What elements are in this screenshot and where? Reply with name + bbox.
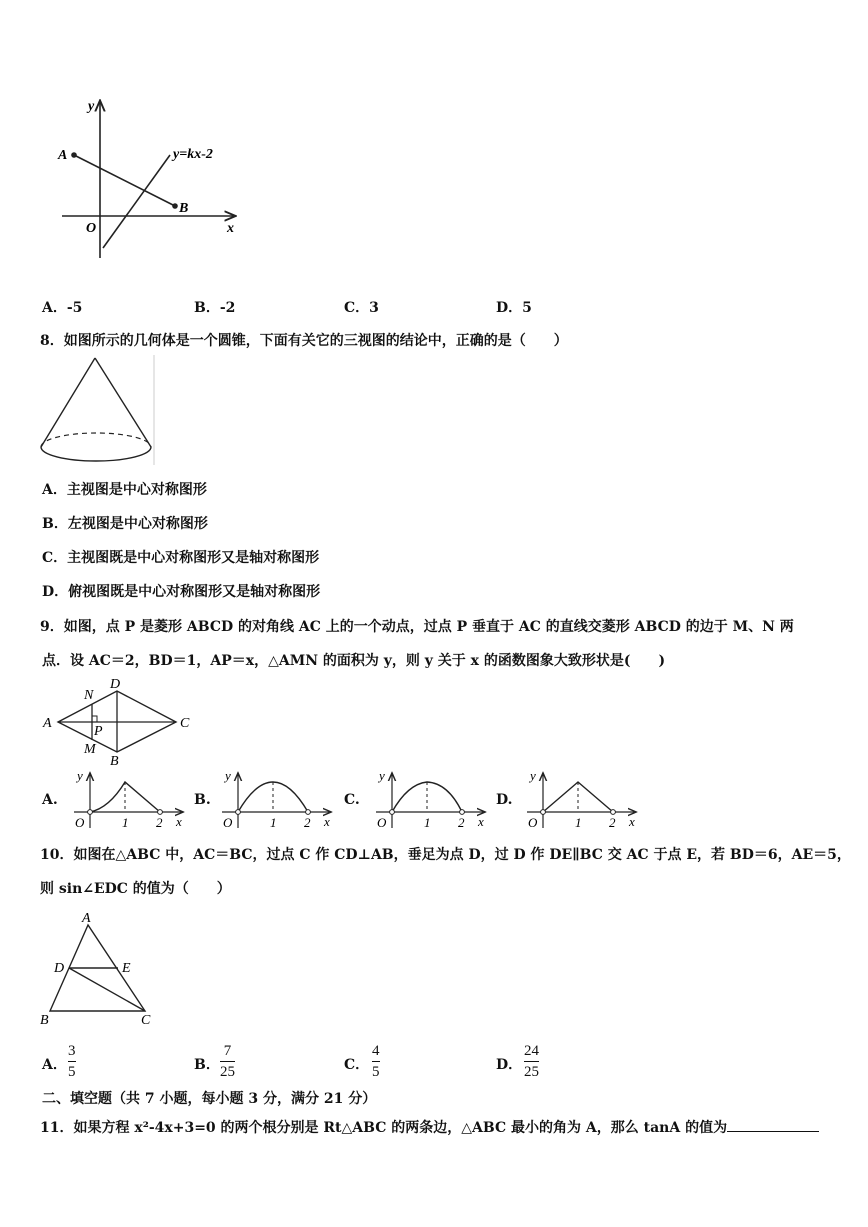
q9-graph-label-1: 1 [575,815,582,830]
q10-stem-line2: 则 sin∠EDC 的值为（ ） [40,881,231,897]
q7-label-x: x [227,221,234,236]
q9-graph-label-y: y [530,768,536,783]
svg-text:M: M [84,742,96,757]
q10-option-c-fraction: 4 5 [372,1043,380,1080]
svg-text:C: C [180,716,190,731]
q7-option-d-text: 5 [522,300,532,316]
q10-option-b-letter: B． [194,1057,220,1073]
q8-option-d: D．俯视图既是中心对称图形又是轴对称图形 [42,584,321,600]
q9-graph-label-2: 2 [609,815,616,830]
q9-graph-label-o: O [377,815,387,830]
q7-option-b-text: -2 [219,300,236,316]
q9-graph-label-1: 1 [270,815,277,830]
svg-text:B: B [40,1013,49,1028]
section2-title: 二、填空题（共 7 小题，每小题 3 分，满分 21 分） [42,1091,377,1107]
q9-graph-label-x: x [478,814,484,829]
q8-stem: 8．如图所示的几何体是一个圆锥，下面有关它的三视图的结论中，正确的是（ ） [40,333,568,349]
q7-label-y: y [88,99,95,114]
q10-option-d-fraction: 24 25 [524,1043,539,1080]
svg-text:B: B [110,754,119,769]
q9-graph-label-x: x [176,814,182,829]
q9-stem-line1: 9．如图，点 P 是菱形 ABCD 的对角线 AC 上的一个动点，过点 P 垂直于 AC 的直线交菱形 ABCD 的边于 M、N 两 [40,619,794,635]
q10-stem-line1: 10．如图在△ABC 中，AC＝BC，过点 C 作 CD⊥AB，垂足为点 D，过 D 作 DE∥BC 交 AC 于点 E，若 BD＝6，AE＝5， [40,847,851,863]
q7-label-o: O [86,221,97,236]
q7-option-a-letter: A． [42,300,67,316]
q9-graph-label-o: O [528,815,538,830]
q9-stem-line2: 点．设 AC＝2，BD＝1，AP＝x，△AMN 的面积为 y，则 y 关于 x 的函数图象大致形状是( ) [42,653,666,669]
q11-answer-blank[interactable] [727,1119,819,1132]
svg-text:A: A [43,716,52,731]
q10-option-a-fraction: 3 5 [68,1043,76,1080]
q9-graph-label-1: 1 [122,815,129,830]
q7-label-line: y=kx-2 [173,147,213,162]
q10-option-b-fraction: 7 25 [220,1043,235,1080]
q9-graph-label-o: O [223,815,233,830]
q8-option-c: C．主视图既是中心对称图形又是轴对称图形 [42,550,320,566]
q9-graph-label-y: y [379,768,385,783]
q9-graph-label-x: x [629,814,635,829]
q11-stem: 11．如果方程 x²-4x+3=0 的两个根分别是 Rt△ABC 的两条边，△ABC 最小的角为 A，那么 tanA 的值为 [40,1120,728,1136]
q10-option-d-letter: D． [496,1057,523,1073]
q10-option-c-letter: C． [344,1057,370,1073]
svg-text:D: D [110,677,121,692]
q11-line [40,1117,819,1137]
svg-text:C: C [141,1013,151,1028]
q10-option-a-letter: A． [42,1057,67,1073]
q8-option-a: A．主视图是中心对称图形 [42,482,207,498]
q9-option-d-label: D. [496,792,513,808]
svg-text:P: P [94,724,103,739]
q7-label-a: A [58,148,68,163]
q7-label-b: B [179,201,189,216]
q9-graph-label-x: x [324,814,330,829]
q7-option-a-text: -5 [66,300,83,316]
q9-graph-label-2: 2 [304,815,311,830]
q7-option-c-letter: C． [344,300,370,316]
q7-option-d-letter: D． [496,300,523,316]
q9-option-b-label: B. [194,792,211,808]
svg-text:D: D [54,961,65,976]
svg-text:A: A [82,911,91,926]
svg-text:N: N [84,688,94,703]
q9-graph-label-y: y [225,768,231,783]
q9-graph-label-y: y [77,768,83,783]
q7-option-c-text: 3 [369,300,379,316]
q7-option-b-letter: B． [194,300,220,316]
q9-graph-label-o: O [75,815,85,830]
q9-option-c-label: C. [344,792,360,808]
svg-text:E: E [122,961,131,976]
q8-option-b: B．左视图是中心对称图形 [42,516,208,532]
q9-graph-label-2: 2 [156,815,163,830]
q9-graph-label-1: 1 [424,815,431,830]
q9-option-a-label: A. [42,792,58,808]
q9-graph-label-2: 2 [458,815,465,830]
